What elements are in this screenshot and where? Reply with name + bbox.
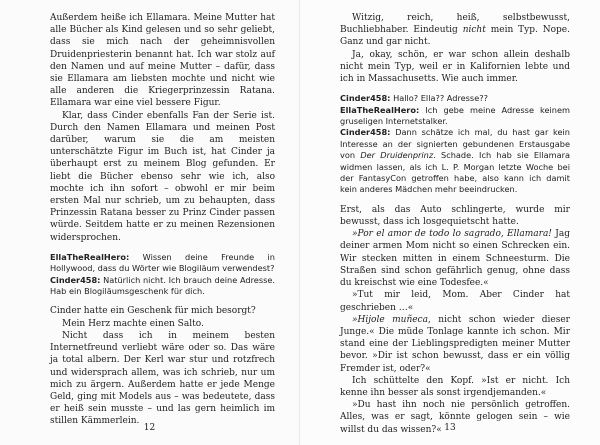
text-run: Jag deiner armen Mom nicht so einen Schrecken ein. Wir stecken mitten in einem Schneesturm. Die Straßen sind schon gefährlich genug, ohne dass du kreischst wie eine Todesfee.« (340, 229, 570, 289)
chat-text: . Schade. Ich hab sie Ellamara widmen lassen, als ich L. P. Morgan letzte Woche bei der FantasyCon getroffen habe, also kann ich damit kein anderes Mädchen mehr beeindrucken. (340, 150, 571, 195)
page-number: 13 (444, 423, 456, 433)
chat-text: Wissen deine Freunde in Hollywood, dass du Wörter wie Blogiläum verwendest? (50, 251, 275, 274)
paragraph: »Du hast ihn noch nie persönlich getroffen. Alles, was er sagt, könnte gelogen sein – wie willst du das wissen?« (340, 400, 570, 435)
text-run: Witzig, reich, heiß, selbstbewusst, Buchliebhaber. Eindeutig (340, 13, 570, 36)
chat-message (50, 275, 275, 298)
emphasis: »Hijole muñeca, (352, 314, 431, 325)
chat-text: Dann schätze ich mal, du hast gar kein Interesse an der signierten gebundenen Erstausgabe von (340, 127, 570, 161)
chat-message (340, 127, 570, 195)
paragraph: Ja, okay, schön, er war schon allein deshalb nicht mein Typ, weil er in Kalifornien lebte und ich in Massachusetts. Wie auch immer. (340, 49, 570, 85)
chat-user: Cinder458: (50, 274, 101, 285)
chat-message (340, 105, 570, 128)
book-title: Der Druidenprinz (360, 150, 434, 161)
chat-text: Natürlich nicht. Ich brauch deine Adresse. Hab ein Blogiläumsgeschenk für dich. (50, 274, 275, 297)
emphasis: nicht (462, 25, 486, 36)
chat-user: EllaTheRealHero: (340, 104, 420, 115)
paragraph: Klar, dass Cinder ebenfalls Fan der Serie ist. Durch den Namen Ellamara und meinen Post darüber, warum sie die am meisten unterschätzte Figur im Buch ist, hat Cinder ja überhaupt erst zu meinem Blog gefunden. Er liebt die Bücher ebenso sehr wie ich, also mochte ich ihn sofort – obwohl er mir beim ersten Mal nur schrieb, um zu behaupten, dass Prinzessin Ratana besser zu Prinz Cinder passen würde. Seitdem hatte er zu meinen Rezensionen widersprochen. (50, 110, 275, 243)
right-page (300, 0, 600, 445)
chat-user: Cinder458: (340, 93, 391, 104)
emphasis: »Por el amor de todo lo sagrado, Ellamara! (352, 229, 552, 240)
left-page-text (50, 12, 275, 428)
right-page-text (340, 12, 570, 436)
paragraph: »Tut mir leid, Mom. Aber Cinder hat geschrieben …« (340, 290, 570, 313)
paragraph (340, 228, 570, 289)
paragraph: Nicht dass ich in meinem besten Internetfreund verliebt wäre oder so. Das wäre ja total albern. Der Kerl war stur und rotzfrech und widersprach allem, was ich schrieb, nur um mich zu ärgern. Außerdem hatte er jede Menge Geld, ging mit Models aus – was bedeutete, dass er heiß sein musste – und las gern heimlich im stillen Kämmerlein. (50, 330, 275, 427)
chat-text: Hallo? Ella?? Adresse?? (390, 93, 488, 104)
paragraph: Außerdem heiße ich Ellamara. Meine Mutter hat alle Bücher als Kind gelesen und so sehr geliebt, dass sie mich nach der geheimnisvollen Druidenpriesterin benannt hat. Ich war stolz auf den Namen und auf meine Mutter – dafür, dass sie Ellamara am liebsten mochte und nicht wie alle anderen die Kriegerprinzessin Ratana. Ellamara war eine viel bessere Figur. (50, 13, 275, 109)
chat-message (50, 252, 275, 275)
chat-text: Ich gebe meine Adresse keinem gruseligen Internetstalker. (340, 104, 570, 127)
page-number: 12 (143, 423, 156, 433)
paragraph (340, 314, 570, 375)
paragraph: Ich schüttelte den Kopf. »Ist er nicht. Ich kenne ihn besser als sonst irgendjemanden.« (340, 375, 570, 398)
chat-user: Cinder458: (340, 127, 391, 138)
text-run: nicht schon wieder dieser Junge.« Die müde Tonlage kannte ich schon. Mir stand eine der Lieblingspredigten meiner Mutter bevor. »Dir ist schon bewusst, dass er ein völlig Fremder ist, oder?« (340, 314, 570, 374)
paragraph: Erst, als das Auto schlingerte, wurde mir bewusst, dass ich losgequietscht hatte. (340, 204, 570, 228)
text-run: mein Typ. Nope. Ganz und gar nicht. (340, 25, 570, 48)
paragraph: Mein Herz machte einen Salto. (62, 318, 204, 329)
chat-message (340, 93, 570, 104)
chat-user: EllaTheRealHero: (50, 251, 130, 262)
paragraph (340, 12, 570, 49)
paragraph: Cinder hatte ein Geschenk für mich besorgt? (50, 306, 256, 317)
